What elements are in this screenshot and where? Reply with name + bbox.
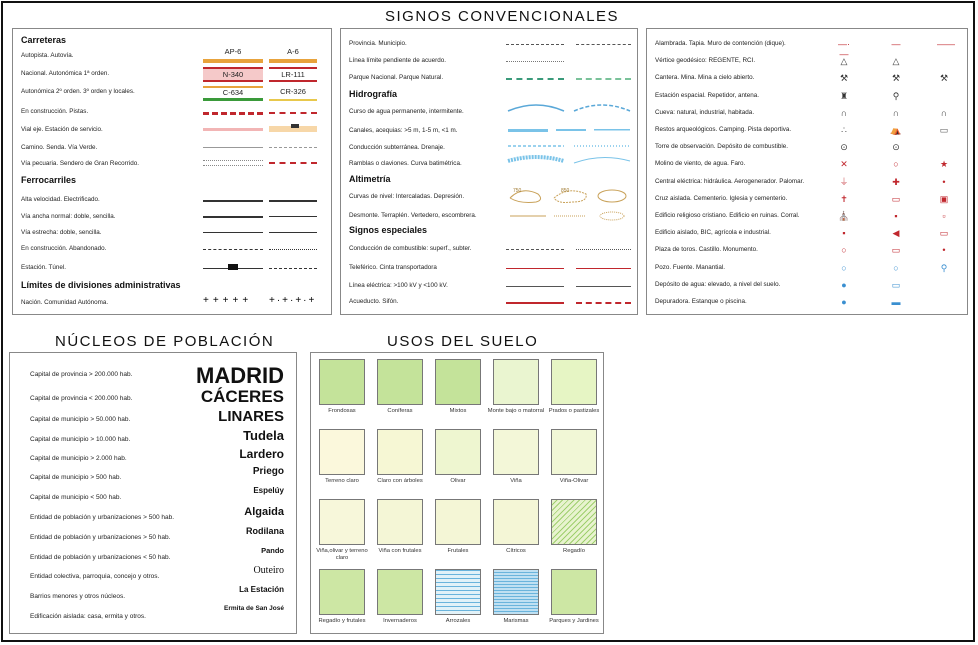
population-sample-name: La Estación — [239, 585, 284, 594]
population-category-label: Capital de provincia < 200.000 hab. — [30, 395, 133, 402]
land-use-swatch — [493, 569, 539, 615]
legend-label: Central eléctrica: hidráulica. Aerogenerador. Palomar. — [655, 177, 805, 185]
legend-label: Estación. Túnel. — [21, 264, 67, 271]
rail-line — [269, 216, 317, 217]
nation-border-symbol: +++++ — [203, 295, 253, 306]
population-category-label: Capital de municipio < 500 hab. — [30, 494, 122, 501]
map-symbol-icon: ▭ — [939, 228, 949, 239]
legend-label: Vía ancha normal: doble, sencilla. — [21, 213, 116, 220]
map-symbol-icon: • — [942, 176, 946, 187]
land-use-label: Claro con árboles — [377, 478, 423, 484]
rail-line — [203, 200, 263, 202]
legend-label: Torre de observación. Depósito de combustible. — [655, 143, 789, 151]
tunnel-line — [269, 268, 317, 269]
land-use-swatch — [319, 569, 365, 615]
map-symbol-icon: • — [942, 245, 946, 256]
population-sample-name: Rodilana — [245, 526, 284, 536]
land-use-swatch — [435, 359, 481, 405]
map-symbol-icon: ⚲ — [940, 262, 948, 273]
land-use-swatch — [377, 569, 423, 615]
land-use-swatch — [435, 499, 481, 545]
autovia-line — [269, 59, 317, 63]
map-symbol-icon: ◀ — [892, 228, 900, 239]
panel-nucleos — [9, 352, 297, 634]
legend-label: Cantera. Mina. Mina a cielo abierto. — [655, 74, 755, 82]
land-use-label: Mixtos — [449, 408, 467, 414]
rail-line — [269, 200, 317, 202]
population-category-label: Barrios menores y otros núcleos. — [30, 593, 126, 600]
map-symbol-icon: ▫ — [942, 211, 946, 221]
population-category-label: Capital de municipio > 2.000 hab. — [30, 455, 127, 462]
map-symbol-icon: ∴ — [841, 125, 847, 135]
road-code-a: A-6 — [287, 47, 299, 56]
autopista-line — [203, 59, 263, 63]
land-use-label: Viña-Olivar — [559, 478, 589, 484]
population-sample-name: Algaida — [244, 506, 284, 518]
land-use-label: Invernaderos — [383, 618, 417, 624]
legend-label: Estación espacial. Repetidor, antena. — [655, 91, 759, 99]
camino-line — [203, 147, 263, 148]
land-use-swatch — [377, 429, 423, 475]
land-use-swatch — [377, 359, 423, 405]
legend-label: Depuradora. Estanque o piscina. — [655, 298, 747, 305]
panel-usos — [310, 352, 604, 634]
population-category-label: Entidad colectiva, parroquia, concejo y otros. — [30, 573, 160, 580]
legend-label: Camino. Senda. Vía Verde. — [21, 144, 98, 151]
legend-label: Autonómica 2º orden. 3º orden y locales. — [21, 88, 135, 95]
land-use-label: Viña,olivar y terreno claro — [316, 548, 368, 561]
legend-label: Molino de viento, de agua. Faro. — [655, 160, 746, 168]
land-use-label: Viña con frutales — [378, 548, 422, 554]
map-symbol-icon: ▣ — [939, 193, 949, 204]
via-pecuaria-line — [203, 160, 263, 161]
heading-altimetria: Altimetría — [349, 174, 391, 184]
legend-label: Acueducto. Sifón. — [349, 298, 399, 305]
map-symbol-icon: △ — [840, 56, 848, 67]
map-symbol-icon: ⚒ — [891, 73, 901, 84]
map-symbol-icon: ● — [841, 279, 847, 290]
pipeline-line — [576, 249, 631, 250]
legend-label: Desmonte. Terraplén. Vertedero, escombrera. — [349, 212, 477, 219]
map-symbol-icon: ▪ — [894, 211, 898, 221]
pista-line — [269, 112, 317, 114]
legend-label: En construcción. Abandonado. — [21, 245, 107, 252]
road-code-c: C-634 — [203, 86, 263, 101]
rail-line — [269, 232, 317, 233]
legend-label: Depósito de agua: elevado, a nivel del suelo. — [655, 280, 781, 288]
legend-label: Cueva: natural, industrial, habitada. — [655, 108, 755, 116]
road-code-n: N-340 — [203, 67, 263, 82]
map-symbol-icon: ▭ — [891, 245, 901, 256]
map-symbol-icon: ⊙ — [840, 142, 848, 153]
population-sample-name: Ermita de San José — [224, 605, 284, 612]
land-use-swatch — [319, 359, 365, 405]
construction-line — [203, 112, 263, 115]
map-symbol-icon: —— — [937, 39, 955, 49]
population-category-label: Capital de municipio > 500 hab. — [30, 474, 122, 481]
hidro-symbols — [506, 101, 632, 176]
legend-label: Curvas de nivel: Intercaladas. Depresión. — [349, 193, 465, 200]
land-use-swatch — [551, 499, 597, 545]
land-use-swatch — [319, 499, 365, 545]
land-use-label: Arrozales — [445, 618, 471, 624]
map-symbol-icon: ▬ — [891, 297, 901, 307]
map-symbol-icon: ⊙ — [892, 142, 900, 153]
siphon-line — [576, 302, 631, 304]
power-line — [576, 286, 631, 287]
land-use-label: Monte bajo o matorral — [487, 408, 545, 414]
legend-label: Línea eléctrica: >100 kV y <100 kV. — [349, 282, 448, 289]
heading-limites: Límites de divisiones administrativas — [21, 280, 181, 290]
land-use-swatch — [493, 499, 539, 545]
teleferico-line — [506, 268, 564, 269]
map-symbol-icon: ∩ — [840, 107, 848, 118]
legend-label: Restos arqueológicos. Camping. Pista deportiva. — [655, 126, 792, 133]
land-use-label: Regadío — [563, 548, 585, 554]
legend-label: Línea límite pendiente de acuerdo. — [349, 57, 446, 64]
title-usos: USOS DEL SUELO — [387, 333, 539, 350]
legend-label: Curso de agua permanente, intermitente. — [349, 108, 464, 115]
legend-label: Conducción subterránea. Drenaje. — [349, 144, 445, 151]
map-symbol-icon: ⚒ — [939, 73, 949, 84]
legend-label: Alta velocidad. Electrificado. — [21, 196, 100, 203]
map-symbol-icon: ▭ — [891, 193, 901, 204]
land-use-label: Olivar — [450, 478, 466, 484]
map-symbol-icon: ⏚ — [839, 176, 849, 187]
legend-label: Autopista. Autovía. — [21, 52, 74, 59]
population-sample-name: CÁCERES — [200, 387, 284, 406]
heading-hidrografia: Hidrografía — [349, 89, 398, 99]
map-symbol-icon: ✝ — [840, 193, 848, 204]
population-sample-name: Espelúy — [253, 486, 284, 495]
legend-label: Pozo. Fuente. Manantial. — [655, 263, 726, 271]
legend-label: En construcción. Pistas. — [21, 108, 89, 115]
land-use-label: Prados o pastizales — [548, 408, 600, 414]
panel-hidrografia — [340, 28, 638, 315]
senda-line — [269, 147, 317, 148]
rail-line — [203, 216, 263, 218]
map-symbol-icon: ⚲ — [892, 90, 900, 101]
panel-signos — [646, 28, 968, 315]
population-sample-name: Outeiro — [253, 565, 284, 576]
map-symbol-icon: ▭ — [891, 279, 901, 290]
population-category-label: Capital de provincia > 200.000 hab. — [30, 371, 133, 378]
legend-label: Edificio religioso cristiano. Edificio en ruinas. Corral. — [655, 212, 800, 219]
population-sample-name: Priego — [252, 466, 284, 477]
population-category-label: Edificación aislada: casa, ermita y otros. — [30, 613, 146, 620]
land-use-label: Terreno claro — [325, 478, 359, 484]
via-pecuaria-line2 — [203, 165, 263, 166]
population-sample-name: Lardero — [239, 447, 284, 461]
legend-label: Provincia. Municipio. — [349, 40, 407, 47]
legend-label: Parque Nacional. Parque Natural. — [349, 74, 444, 81]
cinta-line — [576, 268, 631, 269]
land-use-swatch — [319, 429, 365, 475]
legend-label: Vial eje. Estación de servicio. — [21, 126, 103, 133]
population-sample-name: MADRID — [196, 363, 284, 388]
municipal-border — [576, 44, 631, 45]
land-use-label: Coníferas — [387, 408, 413, 414]
population-category-label: Entidad de población y urbanizaciones > 50 hab. — [30, 534, 171, 541]
legend-label: Ramblas o claviones. Curva batimétrica. — [349, 160, 462, 167]
land-use-label: Marismas — [503, 618, 529, 624]
map-symbol-icon: ○ — [893, 262, 899, 273]
road-code-ap: AP-6 — [224, 47, 242, 56]
province-border — [506, 44, 564, 45]
map-symbol-icon: ○ — [893, 159, 899, 170]
legend-label: Alambrada. Tapia. Muro de contención (dique). — [655, 40, 786, 47]
population-sample-name: Tudela — [243, 428, 284, 443]
legend-label: Edificio aislado, BIC, agrícola e industrial. — [655, 229, 771, 237]
vial-line — [203, 128, 263, 131]
legend-label: Canales, acequias: >5 m, 1-5 m, <1 m. — [349, 127, 458, 134]
land-use-label: Parques y Jardines — [549, 618, 599, 624]
contour-label: 750 — [513, 188, 522, 194]
legend-label: Conducción de combustible: superf., subter. — [349, 245, 472, 252]
station-icon — [228, 264, 238, 270]
population-category-label: Capital de municipio > 10.000 hab. — [30, 436, 131, 443]
land-use-label: Frutales — [447, 548, 469, 554]
map-symbol-icon: ✕ — [840, 159, 848, 170]
legend-label: Vía estrecha: doble, sencilla. — [21, 229, 102, 236]
map-symbol-icon: ∩ — [940, 107, 948, 118]
title-signos: SIGNOS CONVENCIONALES — [385, 8, 620, 25]
population-category-label: Entidad de población y urbanizaciones < 50 hab. — [30, 554, 171, 561]
map-symbol-icon: ★ — [939, 159, 949, 170]
rail-line — [269, 249, 317, 250]
land-use-swatch — [551, 569, 597, 615]
land-use-swatch — [435, 429, 481, 475]
population-sample-name: Pando — [261, 546, 284, 555]
power-line — [506, 286, 564, 287]
land-use-label: Viña — [510, 478, 522, 484]
land-use-swatch — [551, 429, 597, 475]
rail-line — [203, 249, 263, 250]
map-symbol-icon: ⛺ — [890, 125, 902, 135]
map-symbol-icon: △ — [892, 56, 900, 67]
map-symbol-icon: ⚒ — [839, 73, 849, 84]
map-symbol-icon: —·— — [838, 39, 850, 59]
land-use-swatch — [377, 499, 423, 545]
map-symbol-icon: ▪ — [842, 228, 846, 239]
gran-recorrido-line — [269, 162, 317, 164]
rail-line — [203, 232, 263, 233]
community-border-symbol: +·+·+·+ — [269, 295, 317, 306]
map-symbol-icon: ∩ — [892, 107, 900, 118]
natural-park-border — [576, 78, 631, 80]
map-symbol-icon: — — [891, 39, 901, 49]
land-use-swatch — [493, 359, 539, 405]
land-use-swatch — [493, 429, 539, 475]
panel-carreteras — [12, 28, 332, 315]
legend-label: Nación. Comunidad Autónoma. — [21, 299, 109, 306]
map-symbol-icon: ✚ — [892, 176, 900, 187]
legend-label: Plaza de toros. Castillo. Monumento. — [655, 246, 758, 254]
legend-label: Vía pecuaria. Sendero de Gran Recorrido. — [21, 160, 139, 167]
land-use-label: Frondosas — [328, 408, 356, 414]
population-category-label: Entidad de población y urbanizaciones > 500 hab. — [30, 514, 175, 521]
pending-border — [506, 61, 564, 62]
title-nucleos: NÚCLEOS DE POBLACIÓN — [55, 333, 275, 350]
map-symbol-icon: ○ — [841, 245, 847, 256]
road-code-lr: LR-111 — [269, 67, 317, 82]
legend-label: Cruz aislada. Cementerio. Iglesia y cementerio. — [655, 194, 788, 202]
estacion-icon — [291, 124, 299, 128]
map-symbol-icon: ● — [841, 297, 847, 307]
pipeline-line — [506, 249, 564, 250]
land-use-swatch — [435, 569, 481, 615]
map-symbol-icon: ○ — [841, 262, 847, 273]
map-symbol-icon: ♜ — [839, 90, 849, 101]
aqueduct-line — [506, 302, 564, 304]
contour-label: 850 — [561, 188, 570, 194]
road-code-cr: CR-326 — [269, 86, 317, 101]
heading-signos-especiales: Signos especiales — [349, 225, 428, 235]
heading-ferrocarriles: Ferrocarriles — [21, 175, 77, 185]
map-symbol-icon: ⛪ — [838, 211, 850, 221]
population-sample-name: LINARES — [218, 408, 284, 425]
national-park-border — [506, 78, 564, 80]
heading-carreteras: Carreteras — [21, 35, 67, 45]
legend-label: Teleférico. Cinta transportadora — [349, 264, 437, 271]
population-category-label: Capital de municipio > 50.000 hab. — [30, 416, 131, 423]
legend-label: Nacional. Autonómica 1ª orden. — [21, 70, 110, 77]
land-use-swatch — [551, 359, 597, 405]
land-use-label: Regadío y frutales — [318, 618, 366, 624]
land-use-label: Cítricos — [506, 548, 526, 554]
map-symbol-icon: ▭ — [939, 125, 949, 135]
legend-label: Vértice geodésico: REGENTE, RCI. — [655, 57, 756, 65]
